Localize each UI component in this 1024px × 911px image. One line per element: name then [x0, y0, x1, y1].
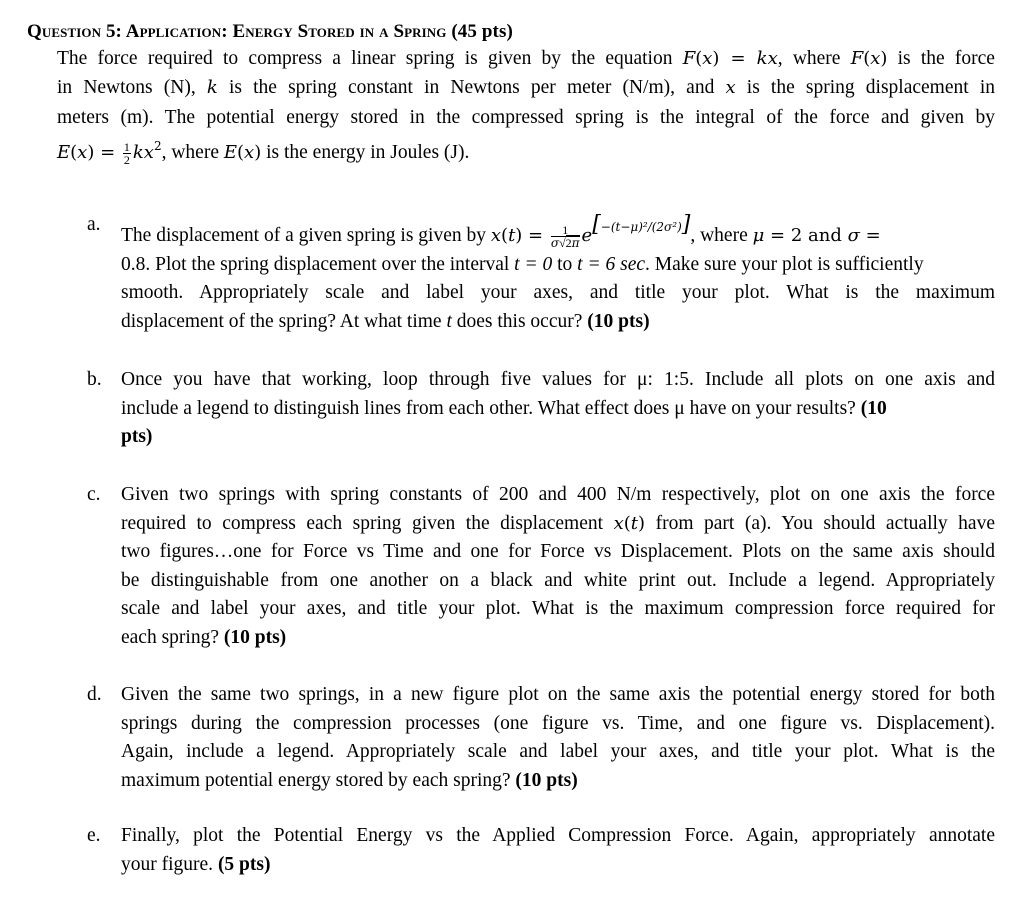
- part-a-line-3: smooth. Appropriately scale and label your axes, and title your plot. What is the maximum: [121, 282, 995, 303]
- part-d-line-2: springs during the compression processes (one figure vs. Time, and one figure vs. Displacement).: [121, 712, 995, 734]
- part-c-line-2: required to compress each spring given the displacement x(t) from part (a). You should actually have: [121, 512, 995, 534]
- part-b-label: b.: [87, 369, 102, 390]
- part-a-line-1: The displacement of a given spring is given by x(t) = $\frac{1}{\sigma√2\pi}$ e[−(t−μ)²/(2σ²)], where μ = 2 and σ =: [121, 212, 881, 251]
- part-b-line-1: Once you have that working, loop through five values for μ: 1:5. Include all plots on one axis and: [121, 369, 995, 390]
- part-a: [87, 211, 995, 336]
- part-d-line-1: Given the same two springs, in a new figure plot on the same axis the potential energy stored for both: [121, 684, 995, 705]
- part-c-line-6: each spring? (10 pts): [121, 626, 287, 648]
- intro-line-2: in Newtons (N), k is the spring constant in Newtons per meter (N/m), and x is the spring displacement in: [57, 77, 995, 99]
- part-c-line-3: two figures…one for Force vs Time and one for Force vs Displacement. Plots on the same axis should: [121, 541, 995, 562]
- part-a-label: a.: [87, 214, 101, 235]
- part-d-line-3: Again, include a legend. Appropriately scale and label your axes, and title your plot. What is the: [121, 741, 995, 762]
- intro-line-3: meters (m). The potential energy stored in the compressed spring is the integral of the force and given by: [57, 106, 995, 128]
- part-e-line-1: Finally, plot the Potential Energy vs the Applied Compression Force. Again, appropriately annotate: [121, 825, 995, 846]
- part-d-label: d.: [87, 684, 102, 705]
- part-b-line-3: pts): [121, 426, 153, 447]
- part-a-line-2: 0.8. Plot the spring displacement over the interval t = 0 to t = 6 sec. Make sure your plot is sufficiently: [121, 253, 924, 275]
- part-d-line-4: maximum potential energy stored by each spring? (10 pts): [121, 769, 578, 791]
- part-b-line-2: include a legend to distinguish lines from each other. What effect does μ have on your results? (10: [121, 397, 887, 419]
- part-e-label: e.: [87, 825, 101, 846]
- part-c: [87, 481, 995, 652]
- intro-paragraph: [57, 44, 995, 167]
- question-title-text: Question 5: Application: Energy Stored in a Spring: [27, 21, 447, 42]
- part-a-line-4: displacement of the spring? At what time t does this occur? (10 pts): [121, 310, 650, 332]
- intro-line-1: The force required to compress a linear spring is given by the equation F(x) = kx, where F(x) is the force: [57, 48, 995, 69]
- question-title: [27, 21, 513, 43]
- part-c-label: c.: [87, 484, 101, 505]
- question-points: (45 pts): [451, 21, 513, 42]
- part-c-line-1: Given two springs with spring constants of 200 and 400 N/m respectively, plot on one axis the force: [121, 484, 995, 505]
- part-e: [87, 822, 995, 879]
- part-c-line-4: be distinguishable from one another on a black and white print out. Include a legend. Appropriately: [121, 569, 995, 591]
- part-d: [87, 681, 995, 795]
- intro-line-4: E(x) = $\frac{1}{2}$ $kx^2$, where E(x) is the energy in Joules (J).: [57, 138, 470, 167]
- part-c-line-5: scale and label your axes, and title your plot. What is the maximum compression force required for: [121, 598, 995, 619]
- part-b: [87, 366, 995, 452]
- part-e-line-2: your figure. (5 pts): [121, 853, 271, 875]
